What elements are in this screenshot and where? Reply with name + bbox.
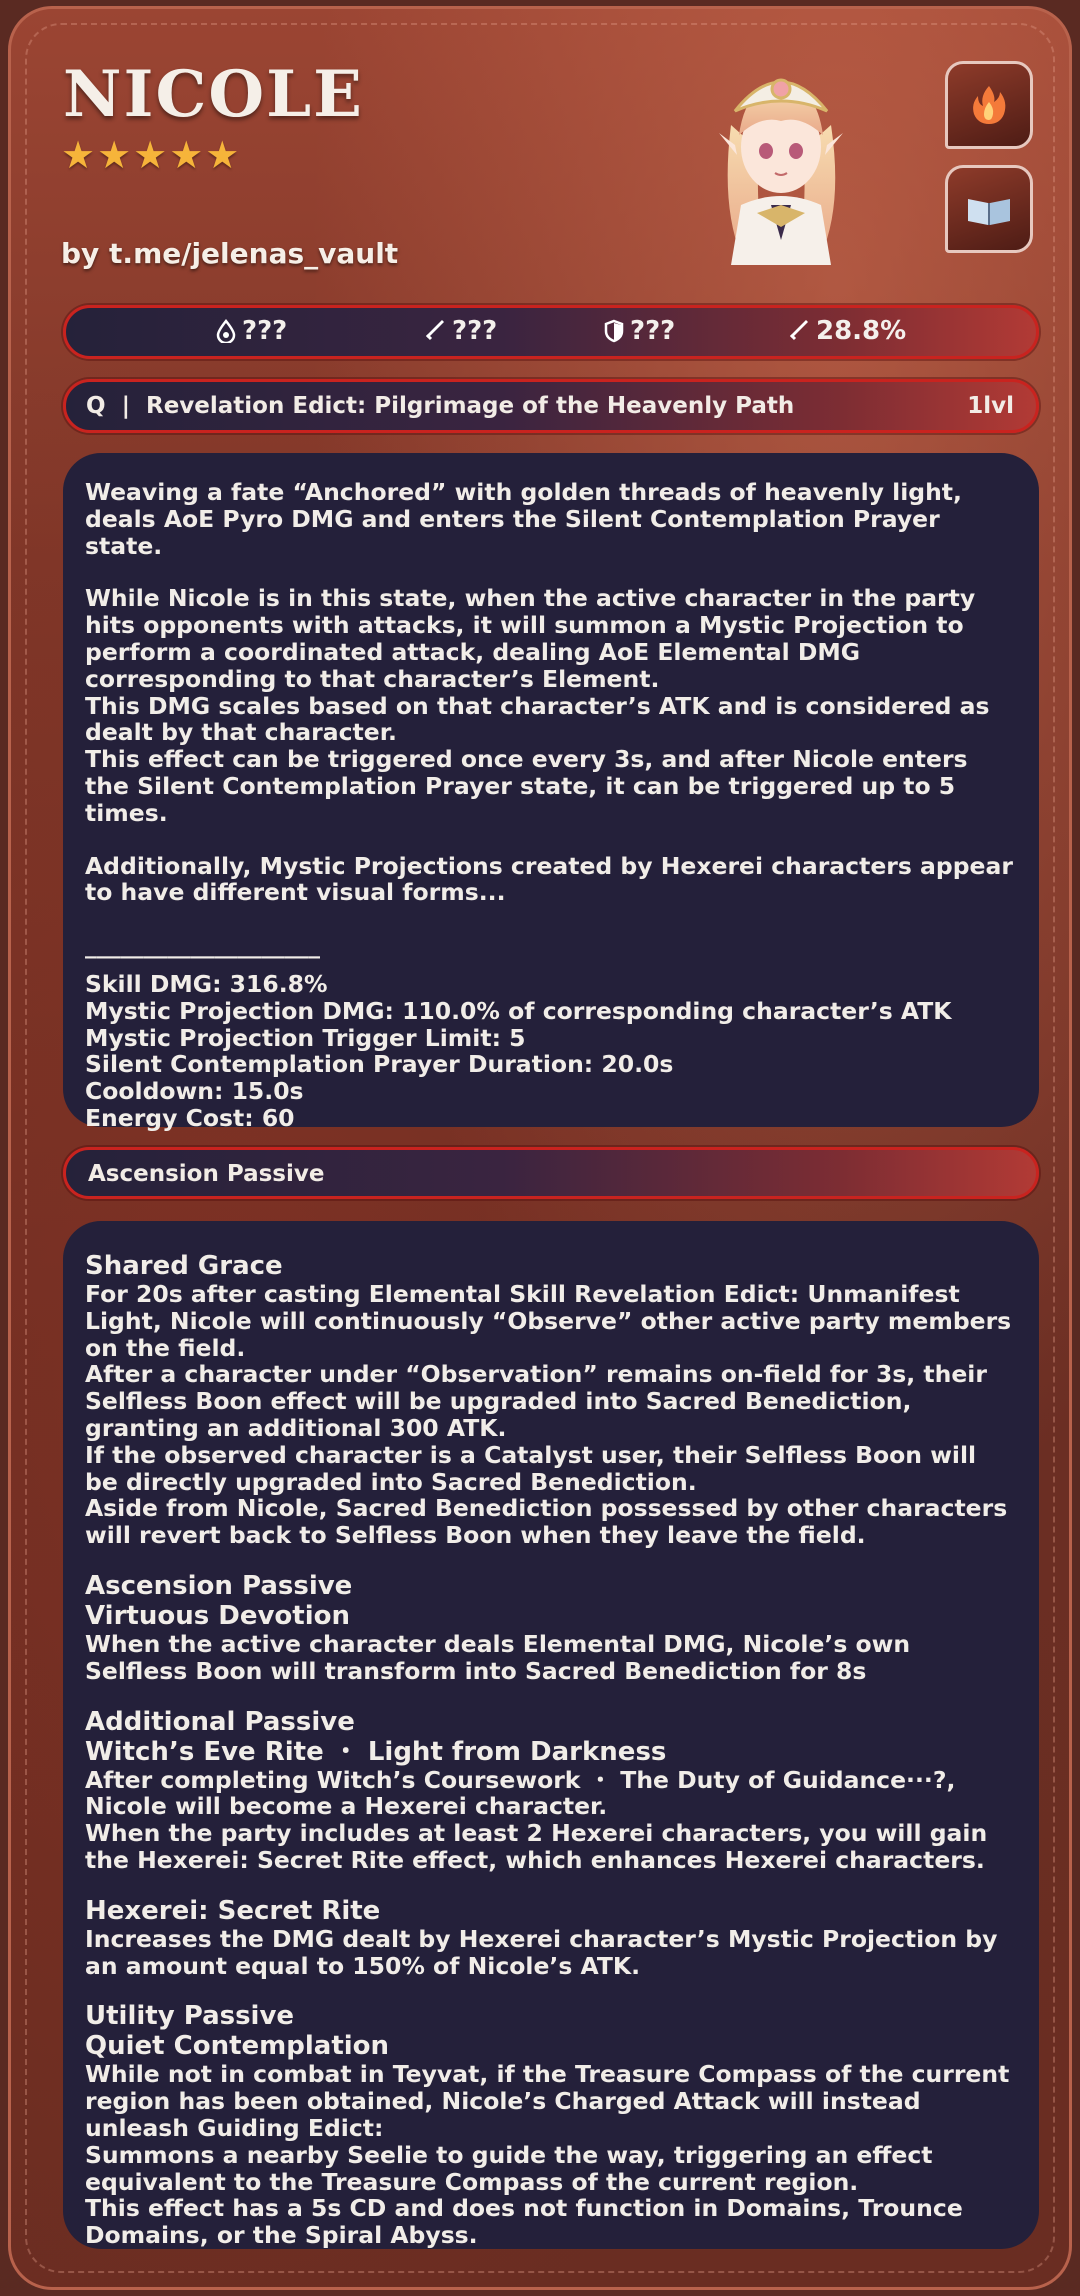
passive-category: Ascension Passive — [85, 1570, 353, 1601]
skill-stat-line: Mystic Projection DMG: 110.0% of corresponding character’s ATK — [85, 996, 952, 1025]
ascension-header — [63, 1147, 1039, 1199]
atk-stat — [424, 316, 497, 346]
sub-stat-sword-icon — [788, 320, 810, 342]
passive-line: While not in combat in Teyvat, if the Treasure Compass of the current region has been obtained, Nicole’s Charged Attack will instead unleash Guiding Edict: — [85, 2060, 1010, 2142]
passive-line: When the active character deals Elemental DMG, Nicole’s own Selfless Boon will transform into Sacred Benediction for 8s — [85, 1629, 911, 1685]
passive-line: For 20s after casting Elemental Skill Revelation Edict: Unmanifest Light, Nicole will continuously “Observe” other active party members on the field. — [85, 1280, 1012, 1362]
passive-category: Utility Passive — [85, 2001, 295, 2032]
separator: ____________________ — [85, 931, 320, 960]
passive-category: Additional Passive — [85, 1706, 355, 1737]
passive-title: Virtuous Devotion — [85, 1600, 350, 1631]
skill-desc-line: Weaving a fate “Anchored” with golden threads of heavenly light, deals AoE Pyro DMG and enters the Silent Contemplation Prayer state. — [85, 478, 962, 560]
passive-line: Summons a nearby Seelie to guide the way, triggering an effect equivalent to the Treasure Compass of the current region. — [85, 2140, 933, 2196]
skill-description-panel — [63, 453, 1039, 1132]
hp-value: ??? — [242, 316, 288, 346]
skill-desc-line: While Nicole is in this state, when the active character in the party hits opponents with attacks, it will summon a Mystic Projection to perform a coordinated attack, dealing AoE Elemental DMG corresponding to that character’s Element. — [85, 584, 976, 693]
def-shield-icon — [604, 319, 624, 343]
skill-title — [86, 393, 794, 419]
sub-stat-value: 28.8% — [816, 316, 907, 346]
passive-title: Quiet Contemplation — [85, 2031, 390, 2062]
skill-stat-line: Energy Cost: 60 — [85, 1103, 295, 1132]
passive-line: Increases the DMG dealt by Hexerei character’s Mystic Projection by an amount equal to 150% of Nicole’s ATK. — [85, 1924, 998, 1980]
hp-drop-icon — [216, 319, 236, 343]
passive-line: After a character under “Observation” remains on-field for 3s, their Selfless Boon effect will be upgraded into Sacred Benediction, granting an additional 300 ATK. — [85, 1360, 987, 1442]
skill-key: Q — [86, 393, 106, 419]
passive-line: After completing Witch’s Coursework ・ The Duty of Guidance···?, Nicole will become a Hexerei character. — [85, 1765, 956, 1821]
passive-title: Hexerei: Secret Rite — [85, 1895, 381, 1926]
atk-value: ??? — [452, 316, 498, 346]
skill-desc-line: Additionally, Mystic Projections created by Hexerei characters appear to have different visual forms... — [85, 851, 1013, 907]
skill-desc-line: This DMG scales based on that character’s ATK and is considered as dealt by that character. — [85, 691, 990, 747]
skill-stat-line: Cooldown: 15.0s — [85, 1077, 304, 1106]
atk-sword-icon — [424, 320, 446, 342]
author-credit: by t.me/jelenas_vault — [61, 237, 399, 270]
skill-stat-line: Mystic Projection Trigger Limit: 5 — [85, 1023, 526, 1052]
skill-divider: | — [121, 393, 130, 419]
ascension-header-label: Ascension Passive — [88, 1161, 325, 1187]
def-value: ??? — [630, 316, 676, 346]
passive-line: When the party includes at least 2 Hexerei characters, you will gain the Hexerei: Secret Rite effect, which enhances Hexerei characters. — [85, 1819, 988, 1874]
character-name: NICOLE — [63, 57, 364, 132]
passive-line: If the observed character is a Catalyst user, their Selfless Boon will be directly upgraded into Sacred Benediction. — [85, 1440, 977, 1496]
character-card — [8, 6, 1072, 2290]
hp-stat — [216, 316, 287, 346]
skill-name: Revelation Edict: Pilgrimage of the Heavenly Path — [146, 393, 795, 419]
skill-level: 1lvl — [967, 393, 1014, 419]
sub-stat — [788, 316, 906, 346]
skill-stat-line: Silent Contemplation Prayer Duration: 20.0s — [85, 1050, 674, 1079]
passive-line: This effect has a 5s CD and does not function in Domains, Trounce Domains, or the Spiral Abyss. — [85, 2194, 963, 2250]
skill-header — [63, 379, 1039, 433]
pyro-element-icon — [945, 61, 1033, 149]
passive-line: Aside from Nicole, Sacred Benediction possessed by other characters will revert back to Selfless Boon when they leave the field. — [85, 1494, 1008, 1550]
skill-desc-line: This effect can be triggered once every 3s, and after Nicole enters the Silent Contemplation Prayer state, it can be triggered up to 5 times. — [85, 745, 968, 827]
stats-bar — [63, 305, 1039, 359]
catalyst-book-icon — [945, 165, 1033, 253]
character-portrait — [701, 55, 861, 265]
def-stat — [604, 316, 675, 346]
passive-title: Witch’s Eve Rite ・ Light from Darkness — [85, 1736, 667, 1767]
passive-title: Shared Grace — [85, 1251, 283, 1281]
passives-panel — [63, 1221, 1039, 2249]
skill-stat-line: Skill DMG: 316.8% — [85, 969, 328, 998]
rarity-stars: ★★★★★ — [61, 133, 242, 177]
